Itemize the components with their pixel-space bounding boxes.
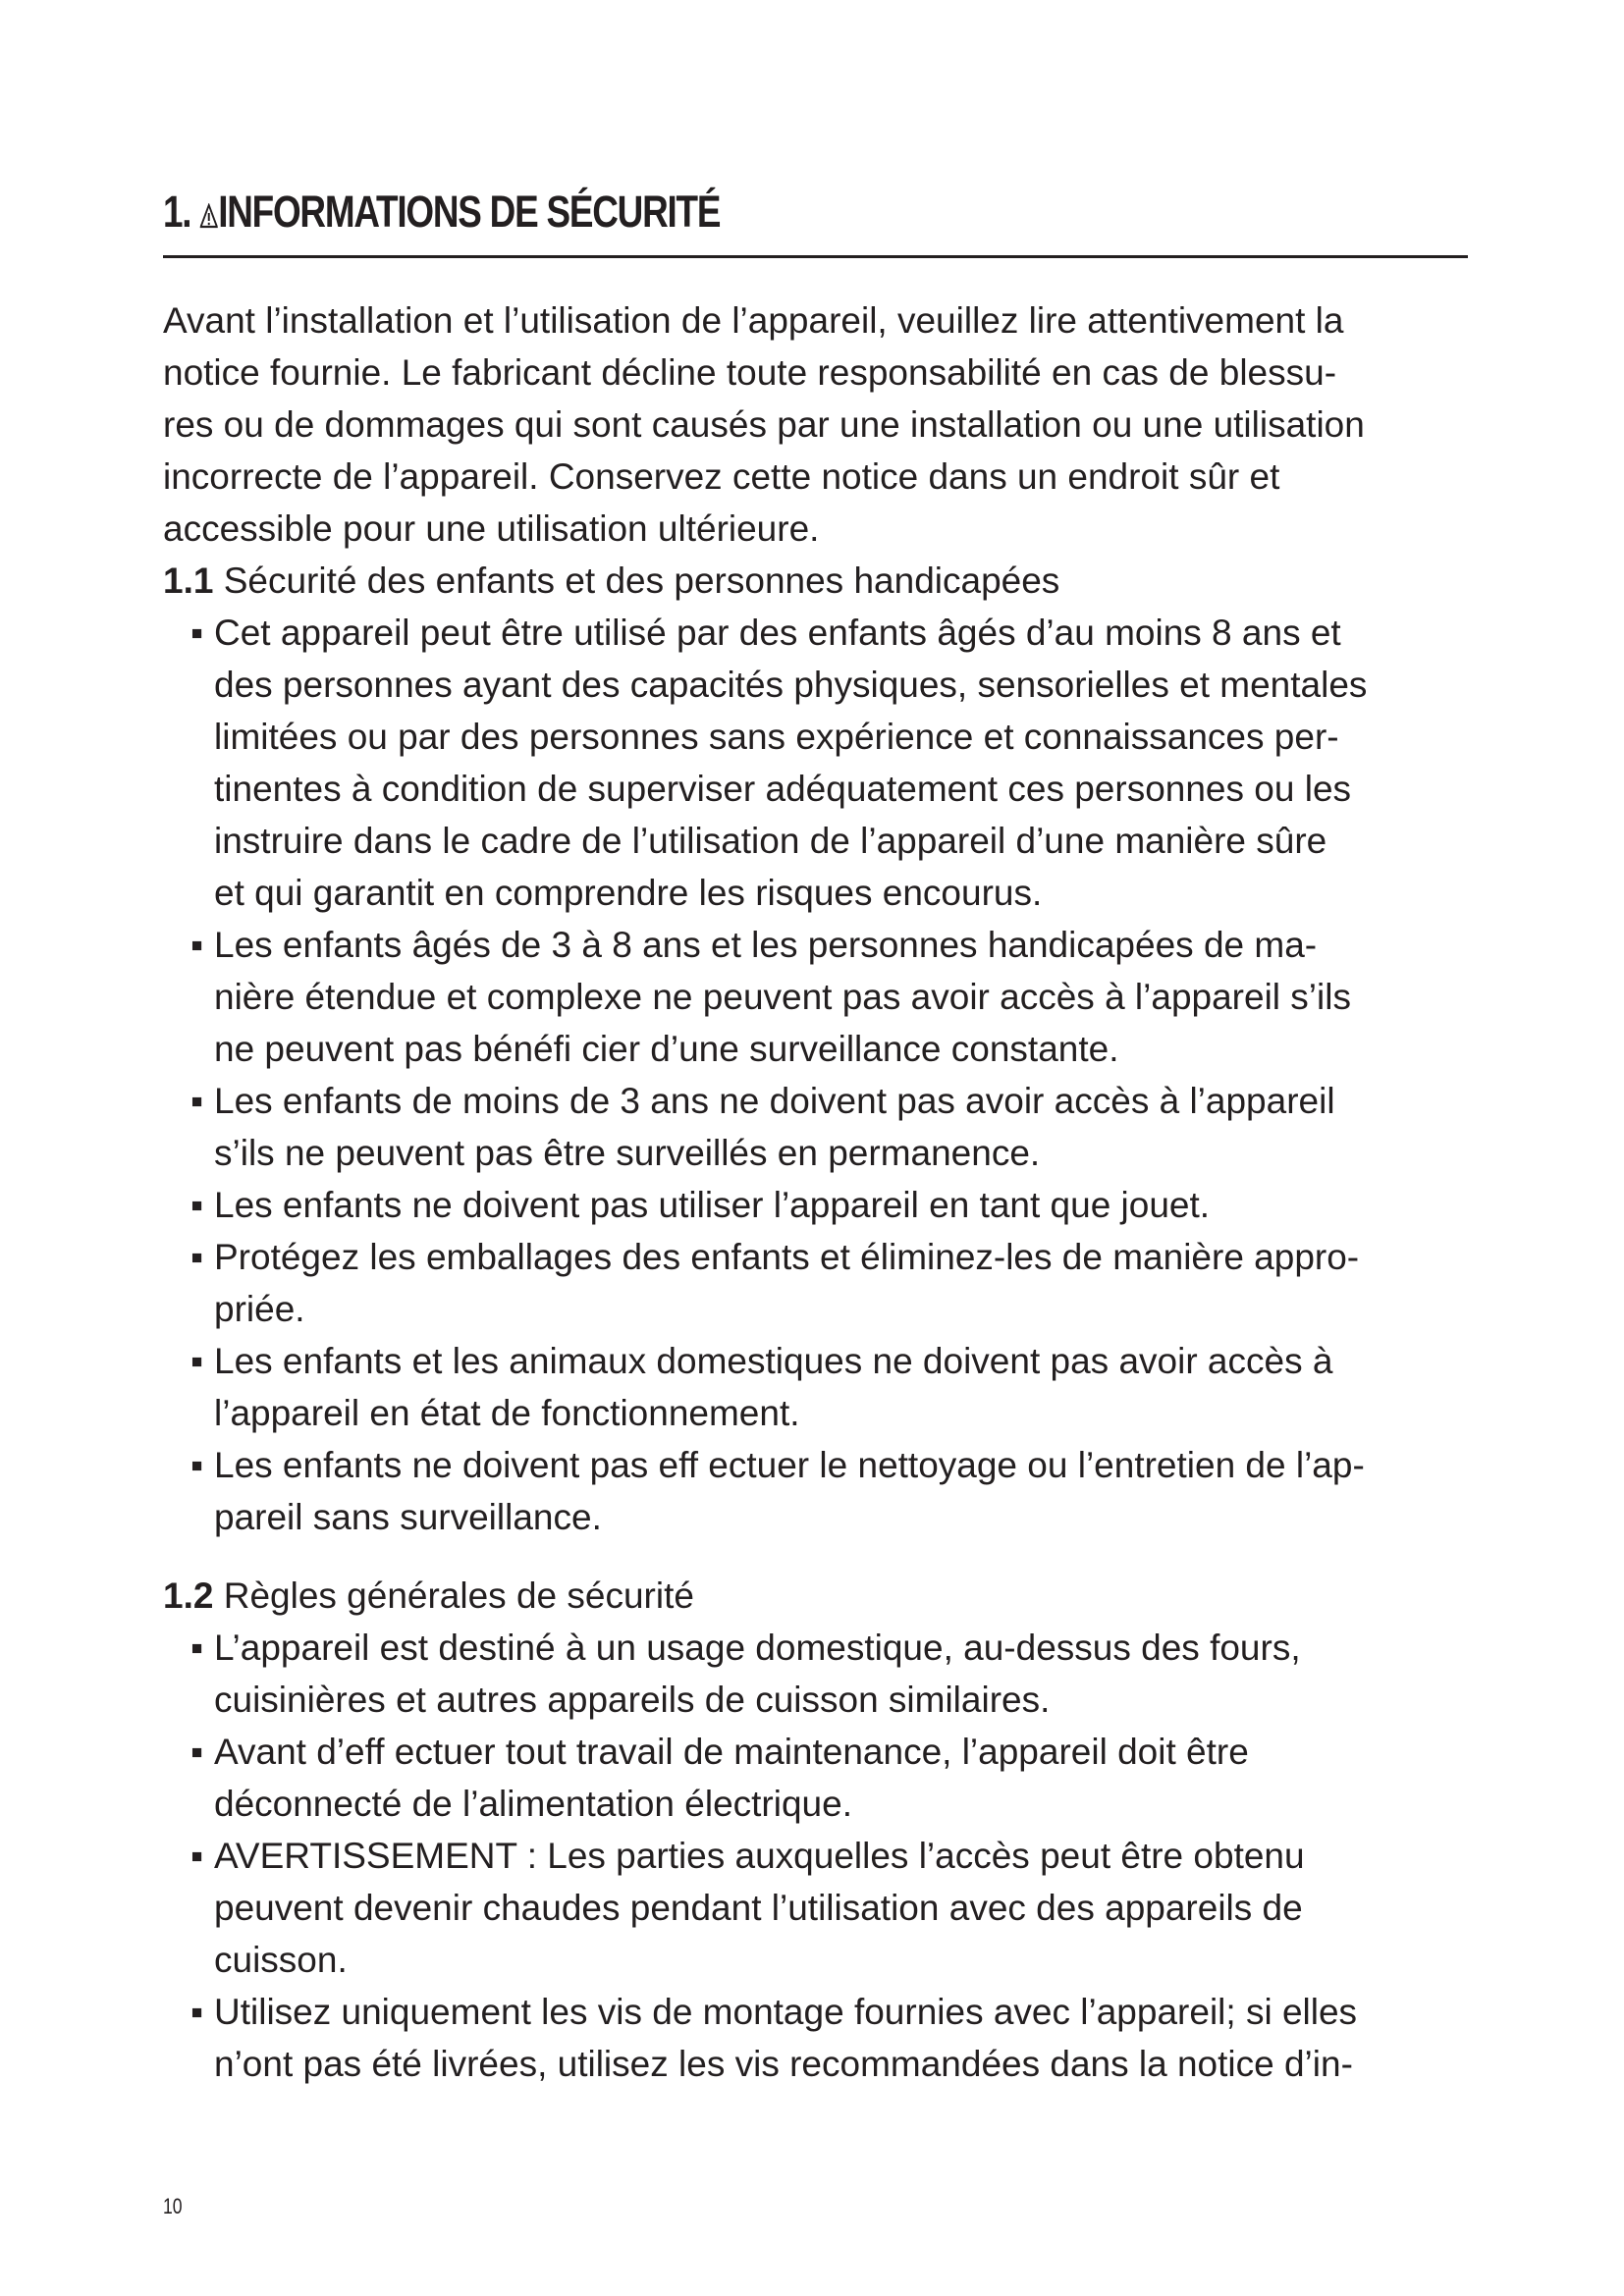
list-item xyxy=(163,1830,1479,1986)
list-item xyxy=(163,607,1479,919)
bullet-icon: ▪ xyxy=(190,925,204,965)
list-item xyxy=(163,1726,1479,1830)
bullet-list-1-1 xyxy=(163,607,1479,1543)
intro-paragraph: Avant l’installation et l’utilisation de l’appareil, veuillez lire attentivement la notice fournie. Le fabricant décline toute responsabilité en cas de blessu- res ou de dommages qui sont causés par une installation ou une utilisation incorrecte de l’appareil. Conservez cette notice dans un endroit sûr et accessible pour une utilisation ultérieure. xyxy=(163,300,1365,549)
page-title xyxy=(163,183,720,241)
subsection-title: Sécurité des enfants et des personnes handicapées xyxy=(223,561,1060,601)
list-item xyxy=(163,1986,1479,2090)
list-item-text: AVERTISSEMENT : Les parties auxquelles l’accès peut être obtenu peuvent devenir chaudes pendant l’utilisation avec des appareils de cuisson. xyxy=(214,1836,1305,1980)
list-item xyxy=(163,1439,1479,1543)
list-item xyxy=(163,1622,1479,1726)
subsection-number: 1.2 xyxy=(163,1575,214,1616)
bullet-icon: ▪ xyxy=(190,1628,204,1668)
subsection-heading-1-2 xyxy=(163,1570,1479,1622)
bullet-icon: ▪ xyxy=(190,1237,204,1277)
list-item-text: L’appareil est destiné à un usage domestique, au-dessus des fours, cuisinières et autres appareils de cuisson similaires. xyxy=(214,1628,1301,1720)
list-item xyxy=(163,1075,1479,1179)
list-item-text: Cet appareil peut être utilisé par des enfants âgés d’au moins 8 ans et des personnes ayant des capacités physiques, sensorielles et mentales limitées ou par des personnes sans expérience et connaissances per- tinentes à condition de superviser adéquatement ces personnes ou les instruire dans le cadre de l’utilisation de l’appareil d’une manière sûre et qui garantit en comprendre les risques encourus. xyxy=(214,613,1368,913)
list-item-text: Les enfants âgés de 3 à 8 ans et les personnes handicapées de ma- nière étendue et complexe ne peuvent pas avoir accès à l’appareil s’ils ne peuvent pas bénéfi cier d’une surveillance constante. xyxy=(214,925,1351,1069)
bullet-icon: ▪ xyxy=(190,1836,204,1876)
list-item-text: Protégez les emballages des enfants et éliminez-les de manière appro- priée. xyxy=(214,1237,1360,1329)
warning-triangle-icon xyxy=(199,203,217,229)
list-item xyxy=(163,1179,1479,1231)
list-item xyxy=(163,919,1479,1075)
bullet-icon: ▪ xyxy=(190,1341,204,1381)
bullet-icon: ▪ xyxy=(190,1185,204,1225)
list-item xyxy=(163,1231,1479,1335)
section-number: 1. xyxy=(163,187,191,237)
bullet-icon: ▪ xyxy=(190,1992,204,2032)
list-item-text: Les enfants de moins de 3 ans ne doivent pas avoir accès à l’appareil s’ils ne peuvent pas être surveillés en permanence. xyxy=(214,1081,1335,1173)
heading-divider xyxy=(163,255,1468,258)
subsection-heading-1-1 xyxy=(163,555,1479,607)
bullet-list-1-2 xyxy=(163,1622,1479,2090)
list-item-text: Les enfants et les animaux domestiques ne doivent pas avoir accès à l’appareil en état de fonctionnement. xyxy=(214,1341,1333,1433)
list-item-text: Avant d’eff ectuer tout travail de maintenance, l’appareil doit être déconnecté de l’alimentation électrique. xyxy=(214,1732,1249,1824)
list-item xyxy=(163,1335,1479,1439)
bullet-icon: ▪ xyxy=(190,613,204,653)
bullet-icon: ▪ xyxy=(190,1081,204,1121)
subsection-title: Règles générales de sécurité xyxy=(223,1575,694,1616)
bullet-icon: ▪ xyxy=(190,1732,204,1772)
subsection-number: 1.1 xyxy=(163,561,214,601)
list-item-text: Utilisez uniquement les vis de montage fournies avec l’appareil; si elles n’ont pas été livrées, utilisez les vis recommandées dans la notice d’in- xyxy=(214,1992,1358,2084)
list-item-text: Les enfants ne doivent pas utiliser l’appareil en tant que jouet. xyxy=(214,1185,1211,1225)
list-item-text: Les enfants ne doivent pas eff ectuer le nettoyage ou l’entretien de l’ap- pareil sans surveillance. xyxy=(214,1445,1365,1537)
bullet-icon: ▪ xyxy=(190,1445,204,1485)
page-body xyxy=(163,294,1479,2090)
page-number: 10 xyxy=(163,2194,183,2218)
section-title: INFORMATIONS DE SÉCURITÉ xyxy=(218,187,721,237)
